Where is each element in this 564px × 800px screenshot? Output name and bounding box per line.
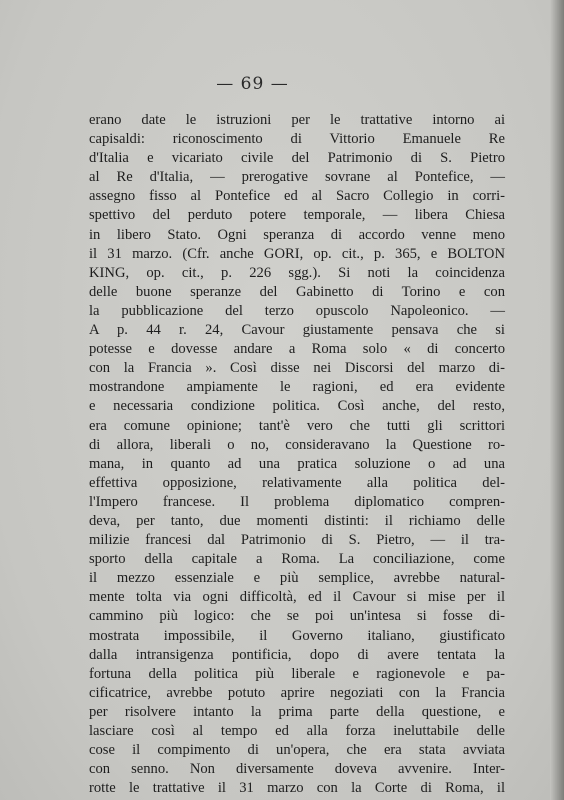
text-line: con senno. Non diversamente doveva avvenire. Inter- [89,761,505,778]
text-line: era comune opinione; tant'è vero che tutti gli scrittori [89,417,505,434]
text-line: deva, per tanto, due momenti distinti: il richiamo delle [89,512,505,529]
text-line: il 31 marzo. (Cfr. anche GORI, op. cit., p. 365, e BOLTON [89,245,505,262]
text-line: il mezzo essenziale e più semplice, avrebbe natural- [89,570,505,587]
text-line: in libero Stato. Ogni speranza di accordo venne meno [89,226,505,243]
text-line: cificatrice, avrebbe potuto aprire negoziati con la Francia [89,684,505,701]
text-line: la pubblicazione del terzo opuscolo Napoleonico. — [89,302,505,319]
page-number: — 69 — [216,74,289,94]
text-line: per risolvere intanto la prima parte della questione, e [89,703,505,720]
text-line: potesse e dovesse andare a Roma solo « di concerto [89,341,505,358]
text-line: milizie francesi dal Patrimonio di S. Pietro, — il tra- [89,532,505,549]
text-line: sporto della capitale a Roma. La conciliazione, come [89,551,505,568]
text-line: d'Italia e vicariato civile del Patrimonio di S. Pietro [89,150,505,167]
text-line: mente tolta via ogni difficoltà, ed il Cavour si mise per il [89,589,505,606]
body-text [89,111,505,798]
text-line: spettivo del perduto potere temporale, — libera Chiesa [89,207,505,224]
page-edge-shadow [550,0,564,800]
text-line: e necessaria condizione politica. Così anche, del resto, [89,398,505,415]
text-line: con la Francia ». Così disse nei Discorsi del marzo di- [89,360,505,377]
text-line: A p. 44 r. 24, Cavour giustamente pensava che si [89,322,505,339]
text-line: erano date le istruzioni per le trattative intorno ai [89,112,505,128]
text-line: al Re d'Italia, — prerogative sovrane al Pontefice, — [89,169,505,186]
text-line: cammino più logico: che se poi un'intesa si fosse di- [89,608,505,625]
text-line: assegno fisso al Pontefice ed al Sacro Collegio in corri- [89,188,505,205]
text-line: capisaldi: riconoscimento di Vittorio Emanuele Re [89,131,505,148]
text-line: mana, in quanto ad una pratica soluzione o ad una [89,455,505,472]
text-line: rotte le trattative il 31 marzo con la Corte di Roma, il [89,780,505,797]
text-line: cose il compimento di un'opera, che era stata avviata [89,742,505,759]
text-line: delle buone speranze del Gabinetto di Torino e con [89,283,505,300]
text-line: mostrandone ampiamente le ragioni, ed era evidente [89,379,505,396]
text-line: l'Impero francese. Il problema diplomatico compren- [89,493,505,510]
text-line: effettiva opposizione, relativamente alla politica del- [89,474,505,491]
text-line: dalla intransigenza pontificia, dopo di avere tentata la [89,646,505,663]
text-line: lasciare così al tempo ed alla forza ineluttabile delle [89,723,505,739]
text-line: mostrata impossibile, il Governo italiano, giustificato [89,627,505,644]
text-line: di allora, liberali o no, consideravano la Questione ro- [89,436,505,453]
text-line: KING, op. cit., p. 226 sgg.). Si noti la coincidenza [89,264,505,281]
text-line: fortuna della politica più liberale e ragionevole e pa- [89,665,505,682]
